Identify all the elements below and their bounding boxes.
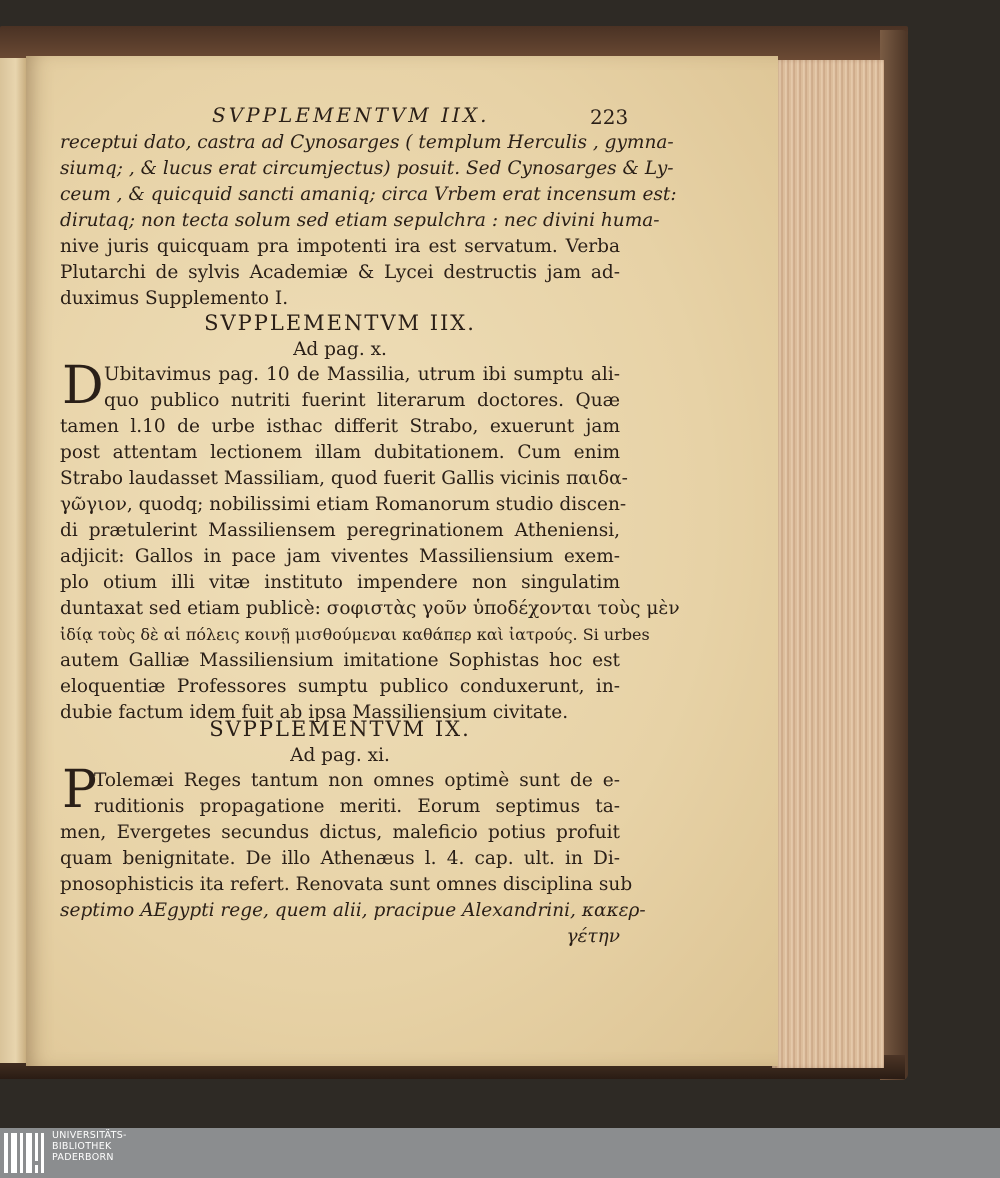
text-line: receptui dato, castra ad Cynosarges ( templum Herculis , gymna- [60,132,674,153]
running-head [60,103,629,129]
text-line: quo publico nutriti fuerint literarum doctores. Quæ [104,390,620,411]
text-line: quam benignitate. De illo Athenæus l. 4. cap. ult. in Di- [60,848,620,869]
text-line: autem Galliæ Massiliensium imitatione Sophistas hoc est [60,650,620,671]
facing-page-edge [0,58,26,1063]
page-number: 223 [590,105,629,129]
footer-bar [0,1128,1000,1178]
text-line: Ubitavimus pag. 10 de Massilia, utrum ibi sumptu ali- [104,364,620,385]
logo-line: PADERBORN [52,1152,114,1163]
catchword: γέτην [566,926,620,947]
text-line: di prætulerint Massiliensem peregrinationem Atheniensi, [60,520,620,541]
text-line: dubie factum idem fuit ab ipsa Massiliensium civitate. [60,702,569,723]
text-line: γῶγιον, quodq; nobilissimi etiam Romanorum studio discen- [60,494,627,515]
text-line: nive juris quicquam pra impotenti ira est servatum. Verba [60,236,620,257]
barcode-style-bars-icon [2,1131,46,1175]
drop-cap: D [62,356,104,416]
text-line: pnosophisticis ita refert. Renovata sunt omnes disciplina sub [60,874,633,895]
text-line: duximus Supplemento I. [60,288,289,309]
section-title: SVPPLEMENTVM IX. [209,717,471,741]
text-line: ἰδίᾳ τοὺς δὲ αἱ πόλεις κοινῇ μισθούμεναι καθάπερ καὶ ἰατρούς. Si urbes [60,625,650,644]
text-line: duntaxat sed etiam publicè: σοφιστὰς γοῦν ὑποδέχονται τοὺς μὲν [60,598,680,619]
text-line: Strabo laudasset Massiliam, quod fuerit Gallis vicinis παιδα- [60,468,628,489]
section-heading-2 [60,716,620,770]
text-line: septimo AEgypti rege, quem alii, pracipue Alexandrini, κακερ- [60,900,646,921]
library-logo-text [52,1130,127,1163]
logo-line: BIBLIOTHEK [52,1141,112,1152]
page-block-fore-edge [772,60,884,1068]
text-line: men, Evergetes secundus dictus, maleficio potius profuit [60,822,620,843]
text-line: post attentam lectionem illam dubitationem. Cum enim [60,442,620,463]
drop-cap: P [62,760,97,820]
section-subtitle: Ad pag. xi. [290,745,390,766]
text-line: siumq; , & lucus erat circumjectus) posuit. Sed Cynosarges & Ly- [60,158,674,179]
running-head-title: SVPPLEMENTVM IIX. [212,103,490,127]
text-line: eloquentiæ Professores sumptu publico conduxerunt, in- [60,676,620,697]
section-subtitle: Ad pag. x. [293,339,387,360]
text-line: ceum , & quicquid sancti amaniq; circa Vrbem erat incensum est: [60,184,677,205]
logo-line: UNIVERSITÄTS- [52,1130,127,1141]
book-cover-right-edge [880,30,908,1080]
text-line: Tolemæi Reges tantum non omnes optimè sunt de e- [94,770,620,791]
section-title: SVPPLEMENTVM IIX. [204,311,476,335]
text-line: Plutarchi de sylvis Academiæ & Lycei destructis jam ad- [60,262,620,283]
section-heading-1 [60,310,620,364]
text-block-continuation [60,130,677,312]
text-line: ruditionis propagatione meriti. Eorum septimus ta- [94,796,620,817]
text-line: plo otium illi vitæ instituto impendere non singulatim [60,572,620,593]
text-line: tamen l.10 de urbe isthac differit Strabo, exuerunt jam [60,416,620,437]
text-line: dirutaq; non tecta solum sed etiam sepulchra : nec divini huma- [60,210,660,231]
text-line: adjicit: Gallos in pace jam viventes Massiliensium exem- [60,546,620,567]
section-body-2 [60,768,646,954]
section-body-1 [60,356,680,726]
book-cover-top-edge [0,26,908,60]
